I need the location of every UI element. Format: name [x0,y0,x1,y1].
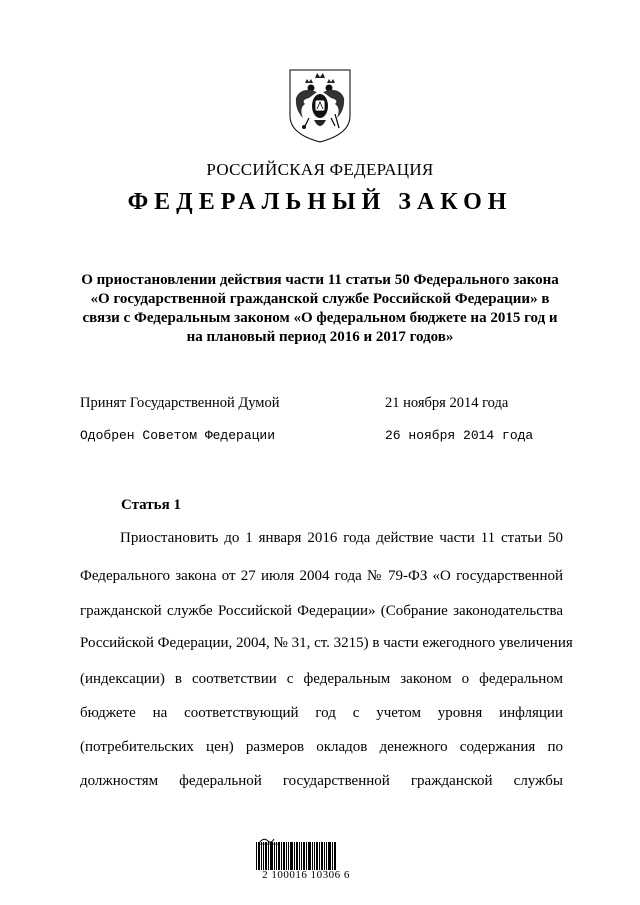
law-title-line: на плановый период 2016 и 2017 годов» [186,329,454,345]
law-title [0,271,640,347]
country-name: РОССИЙСКАЯ ФЕДЕРАЦИЯ [206,160,434,179]
duma-adoption-label: Принят Государственной Думой [80,395,280,411]
document-type: ФЕДЕРАЛЬНЫЙ ЗАКОН [127,189,513,215]
council-approval-date: 26 ноября 2014 года [385,428,534,443]
article-text-line: гражданской службе Российской Федерации» (Собрание законодательства [80,603,563,619]
duma-adoption-date: 21 ноября 2014 года [385,395,509,411]
barcode-icon [256,842,336,870]
article-text-line: Приостановить до 1 января 2016 года действие части 11 статьи 50 [120,530,563,546]
article-heading: Статья 1 [121,497,181,513]
law-title-line: «О государственной гражданской службе Российской Федерации» в [90,291,550,307]
coat-of-arms-emblem [287,68,353,144]
article-text-line: Российской Федерации, 2004, № 31, ст. 3215) в части ежегодного увеличения [80,635,573,651]
barcode-number: 2 100016 10306 6 [262,869,350,881]
article-text-line: бюджете на соответствующий год с учетом уровня инфляции [80,705,563,721]
article-text-line: (потребительских цен) размеров окладов денежного содержания по [80,739,563,755]
article-text-line: должностям федеральной государственной гражданской службы [80,773,563,789]
article-text-line: (индексации) в соответствии с федеральным законом о федеральном [80,671,563,687]
article-text-line: Федерального закона от 27 июля 2004 года № 79-ФЗ «О государственной [80,568,563,584]
stamp-mark-icon [256,832,346,842]
law-title-line: О приостановлении действия части 11 статьи 50 Федерального закона [81,272,559,288]
council-approval-label: Одобрен Советом Федерации [80,428,276,443]
law-title-line: связи с Федеральным законом «О федеральном бюджете на 2015 год и [82,310,558,326]
